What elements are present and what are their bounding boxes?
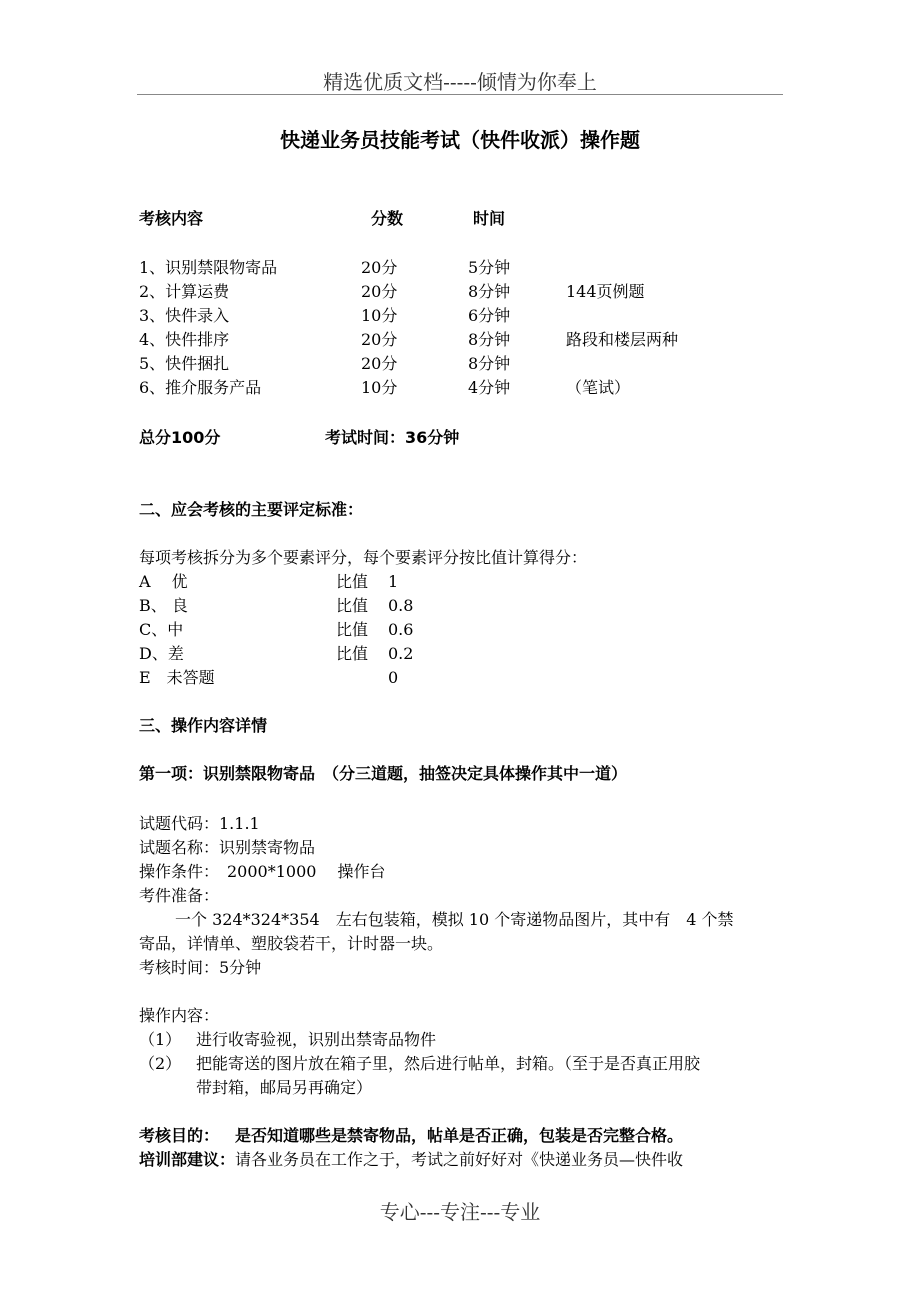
ratio-value: 0.8 — [388, 596, 414, 615]
row-time: 5分钟 — [468, 258, 511, 277]
advice-line — [139, 1150, 683, 1170]
row-score: 20分 — [361, 282, 398, 301]
page-footer: 专心---专注---专业 — [379, 1200, 541, 1224]
ratio-label: 比值 — [336, 644, 369, 663]
grade-label: A 优 — [139, 572, 188, 591]
row-time: 8分钟 — [468, 330, 511, 349]
exam-time: 考核时间：5分钟 — [139, 958, 262, 977]
ratio-value: 1 — [388, 572, 399, 591]
ratio-value: 0.2 — [388, 644, 414, 663]
ratio-label: 比值 — [336, 572, 369, 591]
purpose-label: 考核目的： — [139, 1126, 220, 1145]
ratio-label: 比值 — [336, 596, 369, 615]
row-item: 4、快件排序 — [139, 330, 230, 349]
advice-label: 培训部建议： — [139, 1150, 236, 1169]
op1-number: （1） — [139, 1030, 182, 1049]
row-item: 1、识别禁限物寄品 — [139, 258, 278, 277]
row-item: 6、推介服务产品 — [139, 378, 262, 397]
row-time: 4分钟 — [468, 378, 511, 397]
advice-text: 请各业务员在工作之于，考试之前好好对《快递业务员—快件收 — [235, 1150, 684, 1169]
row-time: 8分钟 — [468, 354, 511, 373]
section2-intro: 每项考核拆分为多个要素评分，每个要素评分按比值计算得分： — [139, 548, 588, 567]
grade-label: C、中 — [139, 620, 184, 639]
op2-text-line-1: 把能寄送的图片放在箱子里，然后进行帖单，封箱。（至于是否真正用胶 — [196, 1054, 701, 1073]
row-score: 10分 — [361, 306, 398, 325]
ratio-value: 0.6 — [388, 620, 414, 639]
section3-heading: 三、操作内容详情 — [139, 716, 268, 735]
row-note: （笔试） — [566, 378, 631, 397]
item1-heading: 第一项：识别禁限物寄品 （分三道题，抽签决定具体操作其中一道） — [139, 764, 628, 783]
row-score: 20分 — [361, 330, 398, 349]
section2-heading: 二、应会考核的主要评定标准： — [139, 500, 364, 519]
ratio-value: 0 — [388, 668, 399, 687]
row-item: 2、计算运费 — [139, 282, 230, 301]
exam-code: 试题代码：1.1.1 — [139, 814, 260, 833]
total-score: 总分100分 — [139, 428, 221, 447]
row-score: 10分 — [361, 378, 398, 397]
col-header-content: 考核内容 — [139, 209, 204, 228]
exam-conditions: 操作条件： 2000*1000 操作台 — [139, 862, 386, 881]
document-title: 快递业务员技能考试（快件收派）操作题 — [280, 128, 640, 152]
ops-label: 操作内容： — [139, 1006, 220, 1025]
op2-number: （2） — [139, 1054, 182, 1073]
row-item: 5、快件捆扎 — [139, 354, 230, 373]
row-score: 20分 — [361, 354, 398, 373]
row-note: 路段和楼层两种 — [566, 330, 679, 349]
prep-line-2: 寄品，详情单、塑胶袋若干，计时器一块。 — [139, 934, 444, 953]
ratio-label: 比值 — [336, 620, 369, 639]
grade-label: E 未答题 — [139, 668, 215, 687]
purpose-text: 是否知道哪些是禁寄物品，帖单是否正确，包装是否完整合格。 — [235, 1126, 684, 1145]
col-header-time: 时间 — [473, 209, 506, 228]
grade-label: B、 良 — [139, 596, 188, 615]
total-time: 考试时间：36分钟 — [325, 428, 460, 447]
purpose-line — [139, 1126, 683, 1146]
col-header-score: 分数 — [371, 209, 404, 228]
row-score: 20分 — [361, 258, 398, 277]
header-rule — [137, 94, 783, 95]
row-note: 144页例题 — [566, 282, 645, 301]
row-item: 3、快件录入 — [139, 306, 230, 325]
row-time: 6分钟 — [468, 306, 511, 325]
row-time: 8分钟 — [468, 282, 511, 301]
prep-line-1: 一个 324*324*354 左右包装箱，模拟 10 个寄递物品图片，其中有 4 个禁 — [175, 910, 734, 929]
op2-text-line-2: 带封箱，邮局另再确定） — [196, 1078, 373, 1097]
op1-text: 进行收寄验视，识别出禁寄品物件 — [196, 1030, 437, 1049]
page-header: 精选优质文档-----倾情为你奉上 — [323, 70, 597, 94]
prep-label: 考件准备： — [139, 886, 220, 905]
grade-label: D、差 — [139, 644, 184, 663]
exam-name: 试题名称：识别禁寄物品 — [139, 838, 316, 857]
